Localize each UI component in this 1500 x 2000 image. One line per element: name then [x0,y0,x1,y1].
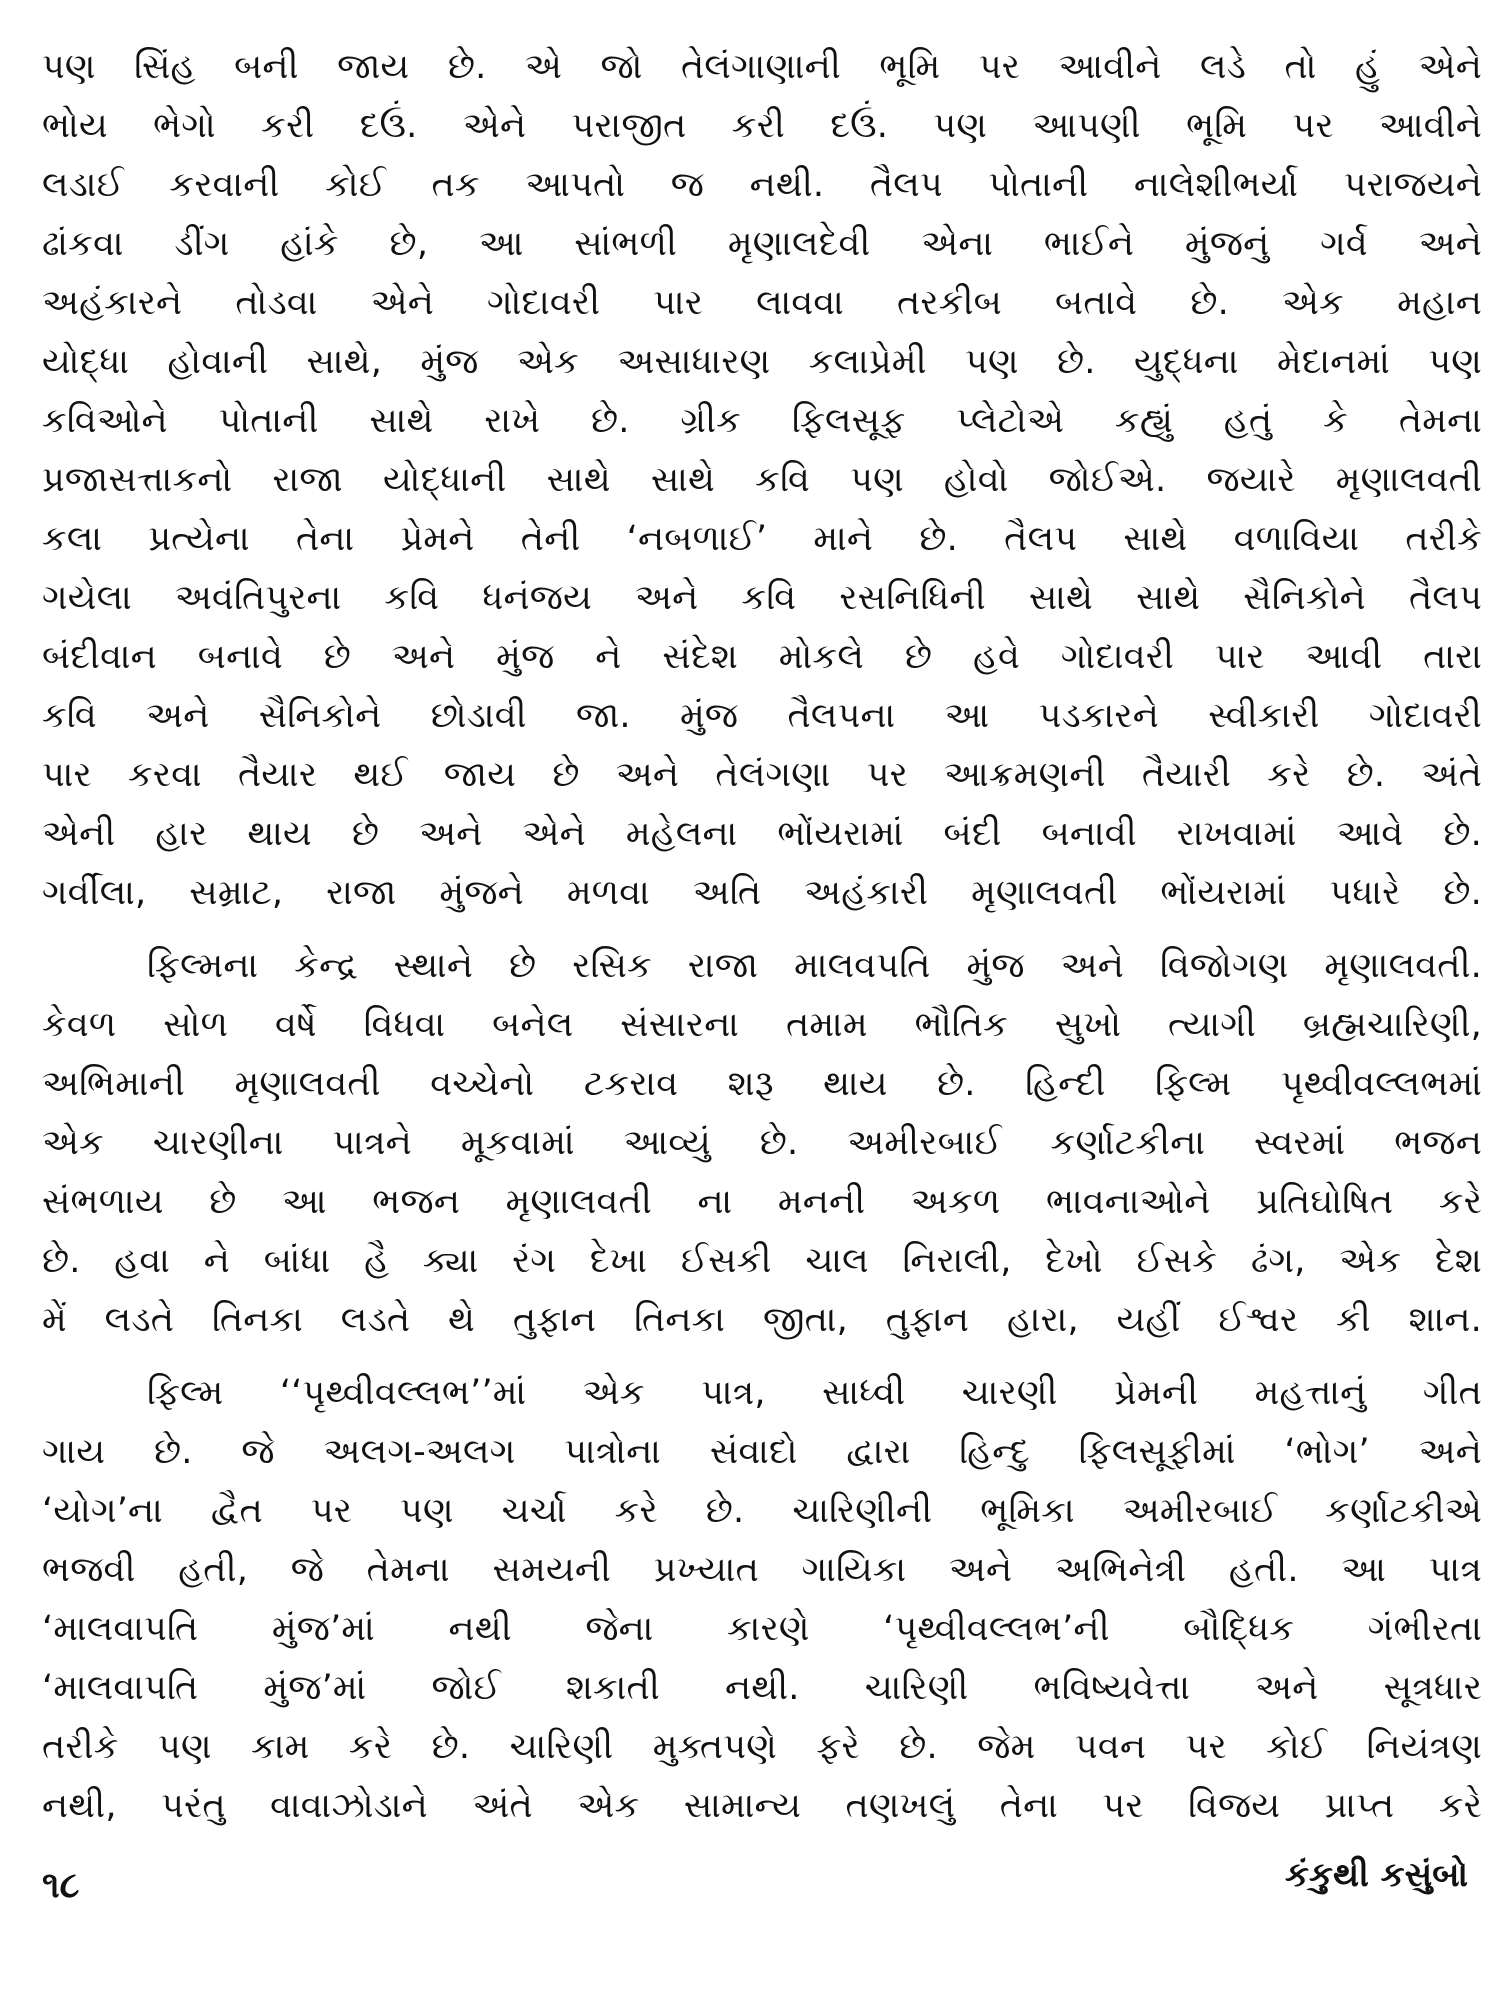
text-line: ગયેલા અવંતિપુરના કવિ ધનંજય અને કવિ રસનિધિની સાથે સાથે સૈનિકોને તૈલપ [42,578,1482,618]
text-line: એક ચારણીના પાત્રને મૂકવામાં આવ્યું છે. અમીરબાઈ કર્ણાટકીના સ્વરમાં ભજન [42,1123,1482,1163]
page-body [42,38,1482,1836]
paragraph-3 [42,1364,1482,1836]
text-line: કેવળ સોળ વર્ષે વિધવા બનેલ સંસારના તમામ ભૌતિક સુખો ત્યાગી બ્રહ્મચારિણી, [42,1005,1482,1045]
book-title: કંકુથી કસુંબો [1285,1855,1468,1895]
text-line: લડાઈ કરવાની કોઈ તક આપતો જ નથી. તૈલપ પોતાની નાલેશીભર્યા પરાજયને [42,165,1482,205]
paragraph-1 [42,38,1482,923]
text-line: છે. હવા ને બાંધા હૈ ક્યા રંગ દેખા ઈસકી ચાલ નિરાલી, દેખો ઈસકે ઢંગ, એક દેશ [42,1241,1482,1281]
text-line: ફિલ્મ ‘‘પૃથ્વીવલ્લભ’’માં એક પાત્ર, સાધ્વી ચારણી પ્રેમની મહત્તાનું ગીત [147,1373,1482,1413]
text-line: અભિમાની મૃણાલવતી વચ્ચેનો ટકરાવ શરૂ થાય છે. હિન્દી ફિલ્મ પૃથ્વીવલ્લભમાં [42,1064,1482,1104]
text-line: તરીકે પણ કામ કરે છે. ચારિણી મુક્તપણે ફરે છે. જેમ પવન પર કોઈ નિયંત્રણ [42,1727,1482,1767]
text-line: કલા પ્રત્યેના તેના પ્રેમને તેની ‘નબળાઈ’ માને છે. તૈલપ સાથે વળાવિયા તરીકે [42,519,1482,559]
text-line: કવિઓને પોતાની સાથે રાખે છે. ગ્રીક ફિલસૂફ પ્લેટોએ કહ્યું હતું કે તેમના [42,401,1482,441]
text-line: પણ સિંહ બની જાય છે. એ જો તેલંગાણાની ભૂમિ પર આવીને લડે તો હું એને [42,47,1482,87]
text-line: ભજવી હતી, જે તેમના સમયની પ્રખ્યાત ગાયિકા અને અભિનેત્રી હતી. આ પાત્ર [42,1550,1482,1590]
text-line: યોદ્ધા હોવાની સાથે, મુંજ એક અસાધારણ કલાપ્રેમી પણ છે. યુદ્ધના મેદાનમાં પણ [42,342,1482,382]
text-line: બંદીવાન બનાવે છે અને મુંજ ને સંદેશ મોકલે છે હવે ગોદાવરી પાર આવી તારા [42,637,1482,677]
text-line: એની હાર થાય છે અને એને મહેલના ભોંયરામાં બંદી બનાવી રાખવામાં આવે છે. [42,814,1482,854]
text-line: નથી, પરંતુ વાવાઝોડાને અંતે એક સામાન્ય તણખલું તેના પર વિજય પ્રાપ્ત કરે [42,1786,1482,1826]
text-line: પ્રજાસત્તાકનો રાજા યોદ્ધાની સાથે સાથે કવિ પણ હોવો જોઈએ. જયારે મૃણાલવતી [42,460,1482,500]
page-number: ૧૮ [42,1865,80,1906]
text-line: મેં લડતે તિનકા લડતે થે તુફાન તિનકા જીતા, તુફાન હારા, યહીં ઈશ્વર કી શાન. [42,1300,1482,1340]
text-line: ‘યોગ’ના દ્વૈત પર પણ ચર્ચા કરે છે. ચારિણીની ભૂમિકા અમીરબાઈ કર્ણાટકીએ [42,1491,1482,1531]
text-line: ‘માલવાપતિ મુંજ’માં જોઈ શકાતી નથી. ચારિણી ભવિષ્યવેત્તા અને સૂત્રધાર [42,1668,1482,1708]
text-line: ભોય ભેગો કરી દઉં. એને પરાજીત કરી દઉં. પણ આપણી ભૂમિ પર આવીને [42,106,1482,146]
paragraph-2 [42,937,1482,1350]
text-line: પાર કરવા તૈયાર થઈ જાય છે અને તેલંગણા પર આક્રમણની તૈયારી કરે છે. અંતે [42,755,1482,795]
text-line: ઢાંકવા ડીંગ હાંકે છે, આ સાંભળી મૃણાલદેવી એના ભાઈને મુંજનું ગર્વ અને [42,224,1482,264]
text-line: ફિલ્મના કેન્દ્ર સ્થાને છે રસિક રાજા માલવપતિ મુંજ અને વિજોગણ મૃણાલવતી. [147,946,1482,986]
page-footer [42,1855,1468,1915]
text-line: ગર્વીલા, સમ્રાટ, રાજા મુંજને મળવા અતિ અહંકારી મૃણાલવતી ભોંયરામાં પધારે છે. [42,873,1482,913]
text-line: સંભળાય છે આ ભજન મૃણાલવતી ના મનની અકળ ભાવનાઓને પ્રતિઘોષિત કરે [42,1182,1482,1222]
text-line: ગાય છે. જે અલગ-અલગ પાત્રોના સંવાદો દ્વારા હિન્દુ ફિલસૂફીમાં ‘ભોગ’ અને [42,1432,1482,1472]
text-line: કવિ અને સૈનિકોને છોડાવી જા. મુંજ તૈલપના આ પડકારને સ્વીકારી ગોદાવરી [42,696,1482,736]
text-line: અહંકારને તોડવા એને ગોદાવરી પાર લાવવા તરકીબ બતાવે છે. એક મહાન [42,283,1482,323]
text-line: ‘માલવાપતિ મુંજ’માં નથી જેના કારણે ‘પૃથ્વીવલ્લભ’ની બૌદ્ધિક ગંભીરતા [42,1609,1482,1649]
